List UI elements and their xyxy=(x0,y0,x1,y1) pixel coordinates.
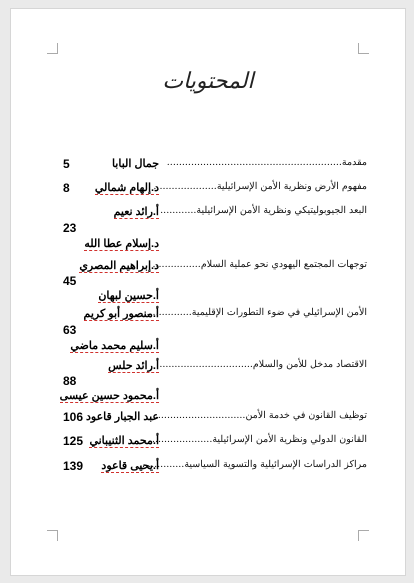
author-name: أ.محمود حسين عيسى xyxy=(59,390,159,402)
page-number: 63 xyxy=(63,323,77,337)
author-name: د.إسلام عطا الله xyxy=(84,238,159,250)
toc-entry-author-row xyxy=(11,289,407,309)
margin-corner-mark xyxy=(47,530,58,541)
author-name: جمال البابا xyxy=(111,158,159,170)
toc-entry xyxy=(11,410,407,430)
page-number: 139 xyxy=(63,459,84,473)
author-name: أ.يحيى قاعود xyxy=(101,460,159,472)
author-name: أ.منصور أبو كريم xyxy=(83,308,159,320)
topic-title: مقدمة.......................................................... xyxy=(166,157,367,168)
author-name: د.إلهام شمالي xyxy=(94,182,159,194)
author-name: عبد الجبار قاعود xyxy=(85,411,159,423)
toc-entry xyxy=(11,459,407,479)
toc-entry xyxy=(11,181,407,201)
toc-entry-author-row xyxy=(11,237,407,257)
page-number: 8 xyxy=(63,181,70,195)
toc-entry xyxy=(11,157,407,177)
topic-title: الأمن الإسرائيلي في ضوء التطورات الإقليمية............... xyxy=(146,307,367,318)
topic-title: القانون الدولي ونظرية الأمن الإسرائيلية..................... xyxy=(148,434,367,445)
page-number: 88 xyxy=(63,374,77,388)
toc-entry-author-row xyxy=(11,389,407,409)
toc-entry xyxy=(11,434,407,454)
topic-title: مراكز الدراسات الإسرائيلية والتسوية السياسية............... xyxy=(139,459,367,470)
page-number: 45 xyxy=(63,274,77,288)
topic-title: البعد الجيوبوليتيكي ونظرية الأمن الإسرائيلية............ xyxy=(160,205,367,216)
document-page xyxy=(10,8,406,576)
author-name: أ.سليم محمد ماضي xyxy=(70,340,159,352)
page-number: 23 xyxy=(63,221,77,235)
author-name: أ.رائد حلس xyxy=(108,360,159,372)
page-number: 125 xyxy=(63,434,84,448)
topic-title: الاقتصاد مدخل للأمن والسلام............................... xyxy=(159,359,367,370)
page-title: المحتويات xyxy=(162,69,254,94)
toc-entry-author-row xyxy=(11,339,407,359)
author-name: أ.حسين لبهان xyxy=(98,290,159,302)
margin-corner-mark xyxy=(358,43,369,54)
author-name: أ.محمد الثنيباني xyxy=(89,435,159,447)
page-number: 5 xyxy=(63,157,70,171)
margin-corner-mark xyxy=(47,43,58,54)
author-name: د.إبراهيم المصري xyxy=(79,260,159,272)
topic-title: توجهات المجتمع اليهودي نحو عملية السلام................ xyxy=(152,259,367,270)
page-number: 106 xyxy=(63,410,84,424)
topic-title: توظيف القانون في خدمة الأمن.............................. xyxy=(154,410,367,421)
topic-title: مفهوم الأرض ونظرية الأمن الإسرائيلية..................... xyxy=(153,181,367,192)
author-name: أ.رائد نعيم xyxy=(113,206,159,218)
margin-corner-mark xyxy=(358,530,369,541)
